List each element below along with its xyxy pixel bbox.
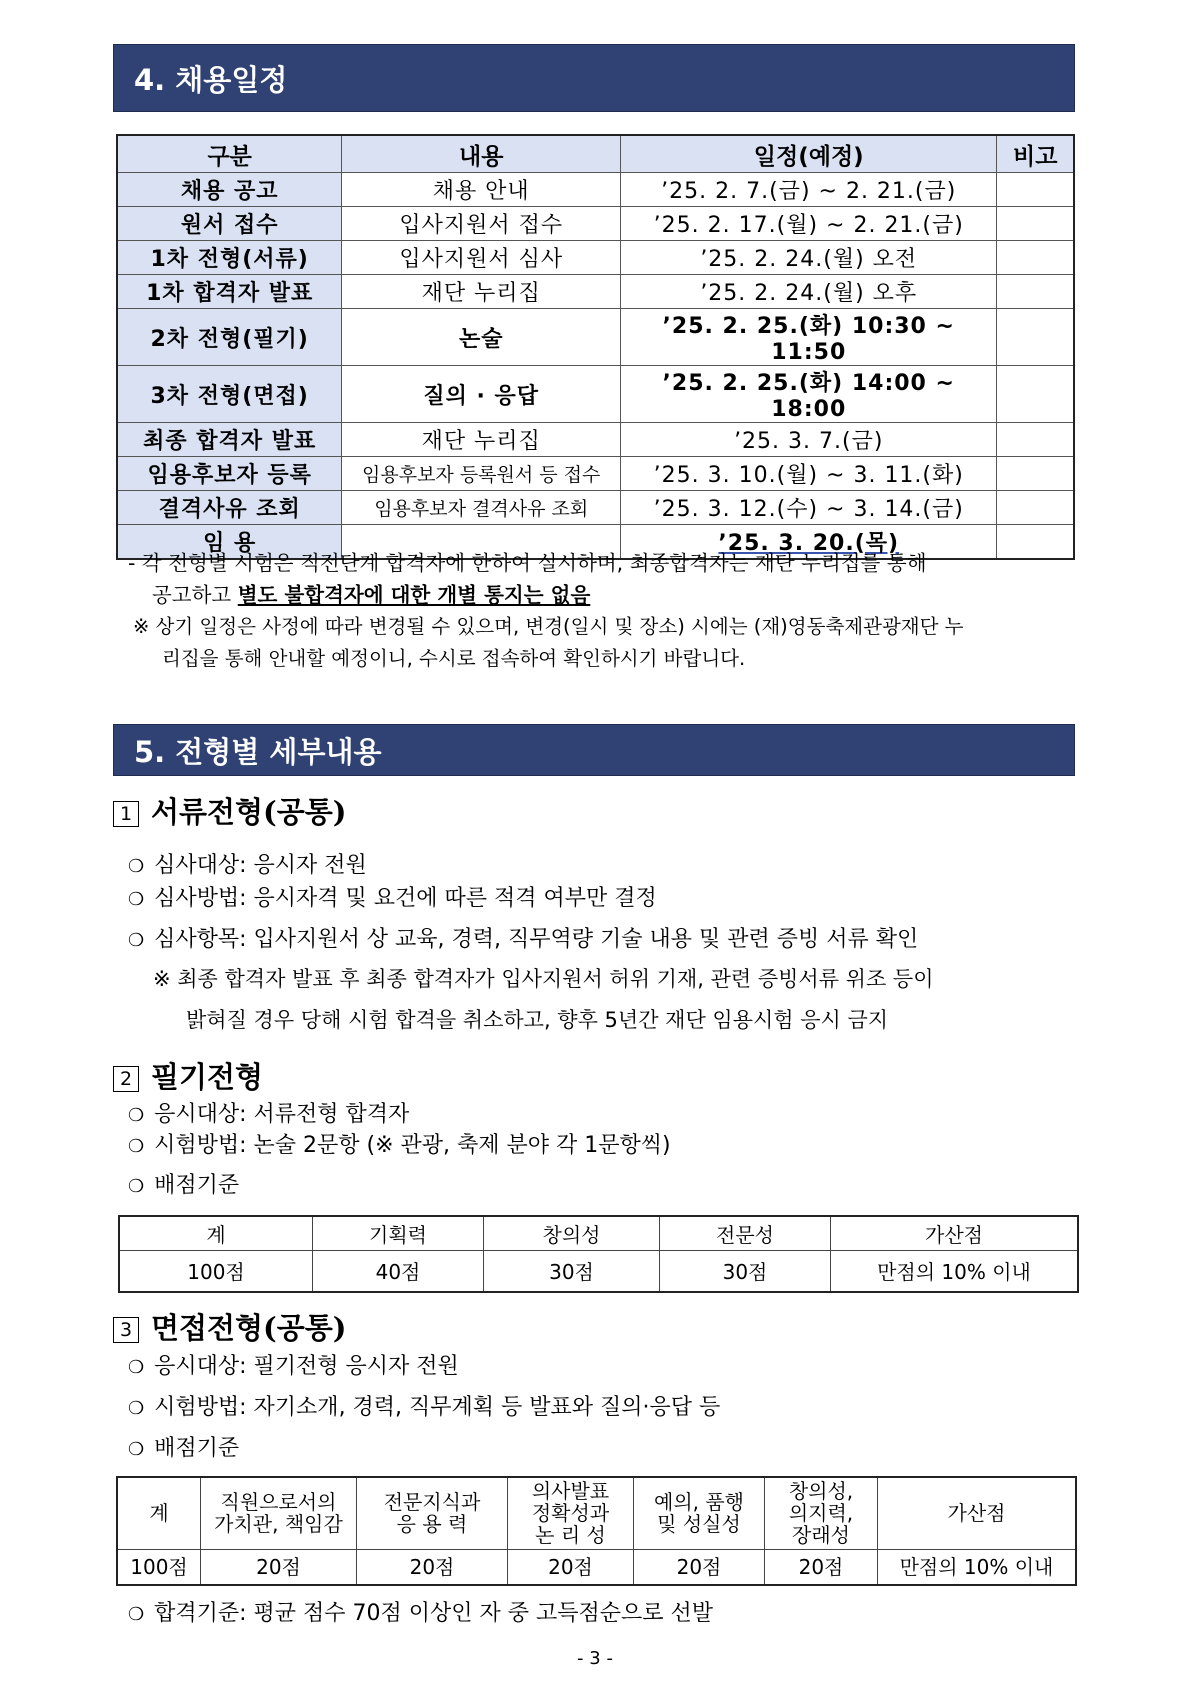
row-content: 질의 · 응답 [342, 366, 621, 423]
score-header [201, 1477, 357, 1549]
boxed-number: 1 [113, 801, 139, 827]
score-value-row [119, 1250, 1078, 1292]
schedule-note-3: ※ 상기 일정은 사정에 따라 변경될 수 있으며, 변경(일시 및 장소) 시에는 (재)영동축제관광재단 누 [133, 615, 964, 638]
row-note [997, 491, 1074, 525]
score-header [878, 1477, 1077, 1549]
score-value: 30점 [660, 1250, 831, 1292]
header-line: 가치관, 책임감 [214, 1512, 343, 1537]
row-content: 임용후보자 등록원서 등 접수 [342, 457, 621, 491]
table-row [117, 309, 1074, 366]
schedule-table [116, 134, 1075, 560]
row-content: 채용 안내 [342, 173, 621, 207]
header-line: 전문지식과 [383, 1490, 481, 1515]
score-header: 전문성 [660, 1216, 831, 1250]
row-date: ’25. 2. 25.(화) 10:30 ~ 11:50 [621, 309, 997, 366]
score-header [117, 1477, 201, 1549]
section-4-title: 4. 채용일정 [134, 62, 288, 97]
subsection-title: 면접전형(공통) [151, 1311, 347, 1345]
list-item [128, 1168, 239, 1199]
row-content: 재단 누리집 [342, 275, 621, 309]
schedule-note-1: - 각 전형별 시험은 직전단계 합격자에 한하여 실시하며, 최종합격자는 재단 누리집를 통해 [128, 551, 927, 575]
header-line: 창의성, [788, 1479, 854, 1504]
boxed-number: 3 [113, 1317, 139, 1343]
schedule-note-2-emphasis: 별도 불합격자에 대한 개별 통지는 없음 [237, 583, 591, 607]
col-header-content: 내용 [342, 135, 621, 173]
table-row [117, 491, 1074, 525]
table-row [117, 423, 1074, 457]
list-item [128, 1349, 459, 1380]
score-header-row [119, 1216, 1078, 1250]
section-5-header [113, 724, 1075, 776]
list-item [128, 881, 657, 912]
list-item-text: 배점기준 [154, 1173, 240, 1198]
row-date: ’25. 2. 7.(금) ~ 2. 21.(금) [621, 173, 997, 207]
score-value: 20점 [634, 1549, 765, 1585]
score-value: 100점 [119, 1250, 313, 1292]
list-item-text: 응시대상: 필기전형 응시자 전원 [154, 1354, 459, 1379]
circle-bullet-icon: ❍ [128, 856, 145, 877]
row-date: ’25. 2. 24.(월) 오후 [621, 275, 997, 309]
row-content: 논술 [342, 309, 621, 366]
row-note [997, 423, 1074, 457]
interview-score-table [116, 1476, 1077, 1586]
score-header-row [117, 1477, 1076, 1549]
circle-bullet-icon: ❍ [128, 1105, 145, 1126]
page-number: - 3 - [577, 1648, 613, 1669]
score-value: 만점의 10% 이내 [831, 1250, 1079, 1292]
row-note [997, 366, 1074, 423]
table-row [117, 457, 1074, 491]
circle-bullet-icon: ❍ [128, 1176, 145, 1197]
row-category: 2차 전형(필기) [117, 309, 342, 366]
table-row [117, 275, 1074, 309]
header-line: 장래성 [792, 1523, 850, 1548]
score-header: 창의성 [484, 1216, 660, 1250]
list-item [128, 848, 367, 879]
score-header: 기획력 [313, 1216, 484, 1250]
col-header-note: 비고 [997, 135, 1074, 173]
row-content: 입사지원서 심사 [342, 241, 621, 275]
list-item [128, 1390, 720, 1421]
written-score-table [118, 1215, 1079, 1293]
row-content: 입사지원서 접수 [342, 207, 621, 241]
header-line: 응 용 력 [396, 1512, 468, 1537]
row-content: 재단 누리집 [342, 423, 621, 457]
row-note [997, 207, 1074, 241]
row-category: 채용 공고 [117, 173, 342, 207]
header-line: 가산점 [947, 1501, 1006, 1526]
list-item-text: 심사방법: 응시자격 및 요건에 따른 적격 여부만 결정 [154, 886, 657, 911]
row-date: ’25. 3. 20.(목) [621, 525, 997, 559]
row-category: 원서 접수 [117, 207, 342, 241]
subsection-document-heading [113, 790, 347, 831]
circle-bullet-icon: ❍ [128, 1439, 145, 1460]
row-note [997, 275, 1074, 309]
list-item [128, 922, 1078, 953]
score-header [508, 1477, 634, 1549]
row-date: ’25. 2. 24.(월) 오전 [621, 241, 997, 275]
boxed-number: 2 [113, 1066, 139, 1092]
list-item-text: 합격기준: 평균 점수 70점 이상인 자 중 고득점순으로 선발 [154, 1601, 714, 1626]
score-value-row [117, 1549, 1076, 1585]
score-header [357, 1477, 508, 1549]
circle-bullet-icon: ❍ [128, 1136, 145, 1157]
row-date: ’25. 3. 10.(월) ~ 3. 11.(화) [621, 457, 997, 491]
row-note [997, 173, 1074, 207]
note-line: 밝혀질 경우 당해 시험 합격을 취소하고, 향후 5년간 재단 임용시험 응시 금지 [186, 1008, 889, 1032]
list-item-text: 시험방법: 자기소개, 경력, 직무계획 등 발표와 질의·응답 등 [154, 1395, 721, 1420]
score-value: 20점 [201, 1549, 357, 1585]
list-item [128, 1431, 239, 1462]
row-note [997, 241, 1074, 275]
note-line: ※ 최종 합격자 발표 후 최종 합격자가 입사지원서 허위 기재, 관련 증빙서류 위조 등이 [153, 967, 934, 991]
row-date: ’25. 3. 12.(수) ~ 3. 14.(금) [621, 491, 997, 525]
list-item-text: 시험방법: 논술 2문항 (※ 관광, 축제 분야 각 1문항씩) [154, 1133, 671, 1158]
header-line: 정확성과 [531, 1501, 610, 1526]
score-header [765, 1477, 878, 1549]
row-category: 1차 전형(서류) [117, 241, 342, 275]
score-value: 20점 [508, 1549, 634, 1585]
schedule-note-4: 리집을 통해 안내할 예정이니, 수시로 접속하여 확인하시기 바랍니다. [162, 647, 746, 670]
score-value: 40점 [313, 1250, 484, 1292]
section-5-title: 5. 전형별 세부내용 [134, 734, 382, 769]
col-header-category: 구분 [117, 135, 342, 173]
circle-bullet-icon: ❍ [128, 1604, 145, 1625]
circle-bullet-icon: ❍ [128, 930, 145, 951]
row-date: ’25. 2. 17.(월) ~ 2. 21.(금) [621, 207, 997, 241]
schedule-header-row [117, 135, 1074, 173]
row-category: 임용후보자 등록 [117, 457, 342, 491]
circle-bullet-icon: ❍ [128, 1398, 145, 1419]
row-date: ’25. 3. 7.(금) [621, 423, 997, 457]
score-value: 100점 [117, 1549, 201, 1585]
circle-bullet-icon: ❍ [128, 889, 145, 910]
schedule-note-2 [152, 580, 590, 610]
score-header: 계 [119, 1216, 313, 1250]
list-item-text: 심사항목: 입사지원서 상 교육, 경력, 직무역량 기술 내용 및 관련 증빙 서류 확인 [154, 927, 919, 952]
list-item-text: 배점기준 [154, 1436, 240, 1461]
header-line: 의사발표 [531, 1479, 610, 1504]
row-content: 임용후보자 결격사유 조회 [342, 491, 621, 525]
row-date: ’25. 2. 25.(화) 14:00 ~ 18:00 [621, 366, 997, 423]
score-value: 30점 [484, 1250, 660, 1292]
header-line: 의지력, [788, 1501, 854, 1526]
table-row [117, 207, 1074, 241]
subsection-written-heading [113, 1055, 263, 1096]
header-line: 계 [149, 1501, 169, 1526]
list-item [128, 1097, 409, 1128]
row-category: 최종 합격자 발표 [117, 423, 342, 457]
row-category: 결격사유 조회 [117, 491, 342, 525]
score-value: 만점의 10% 이내 [878, 1549, 1077, 1585]
header-line: 직원으로서의 [220, 1490, 337, 1515]
list-item-text: 응시대상: 서류전형 합격자 [154, 1102, 410, 1127]
list-item [128, 1596, 713, 1627]
subsection-title: 필기전형 [151, 1060, 264, 1094]
row-note [997, 457, 1074, 491]
score-header: 가산점 [831, 1216, 1079, 1250]
table-row [117, 173, 1074, 207]
subsection-title: 서류전형(공통) [151, 795, 347, 829]
score-header [634, 1477, 765, 1549]
list-item [128, 1128, 671, 1159]
subsection-interview-heading [113, 1306, 347, 1347]
score-value: 20점 [357, 1549, 508, 1585]
circle-bullet-icon: ❍ [128, 1357, 145, 1378]
col-header-date: 일정(예정) [621, 135, 997, 173]
table-row [117, 241, 1074, 275]
header-line: 예의, 품행 [654, 1490, 744, 1515]
header-line: 및 성실성 [657, 1512, 741, 1537]
row-note [997, 309, 1074, 366]
score-value: 20점 [765, 1549, 878, 1585]
table-row [117, 366, 1074, 423]
row-category: 임 용 [117, 525, 342, 559]
section-4-header [113, 44, 1075, 112]
row-category: 3차 전형(면접) [117, 366, 342, 423]
row-category: 1차 합격자 발표 [117, 275, 342, 309]
schedule-note-2-text: 공고하고 [152, 583, 238, 607]
list-item-text: 심사대상: 응시자 전원 [154, 853, 367, 878]
header-line: 논 리 성 [535, 1523, 606, 1548]
